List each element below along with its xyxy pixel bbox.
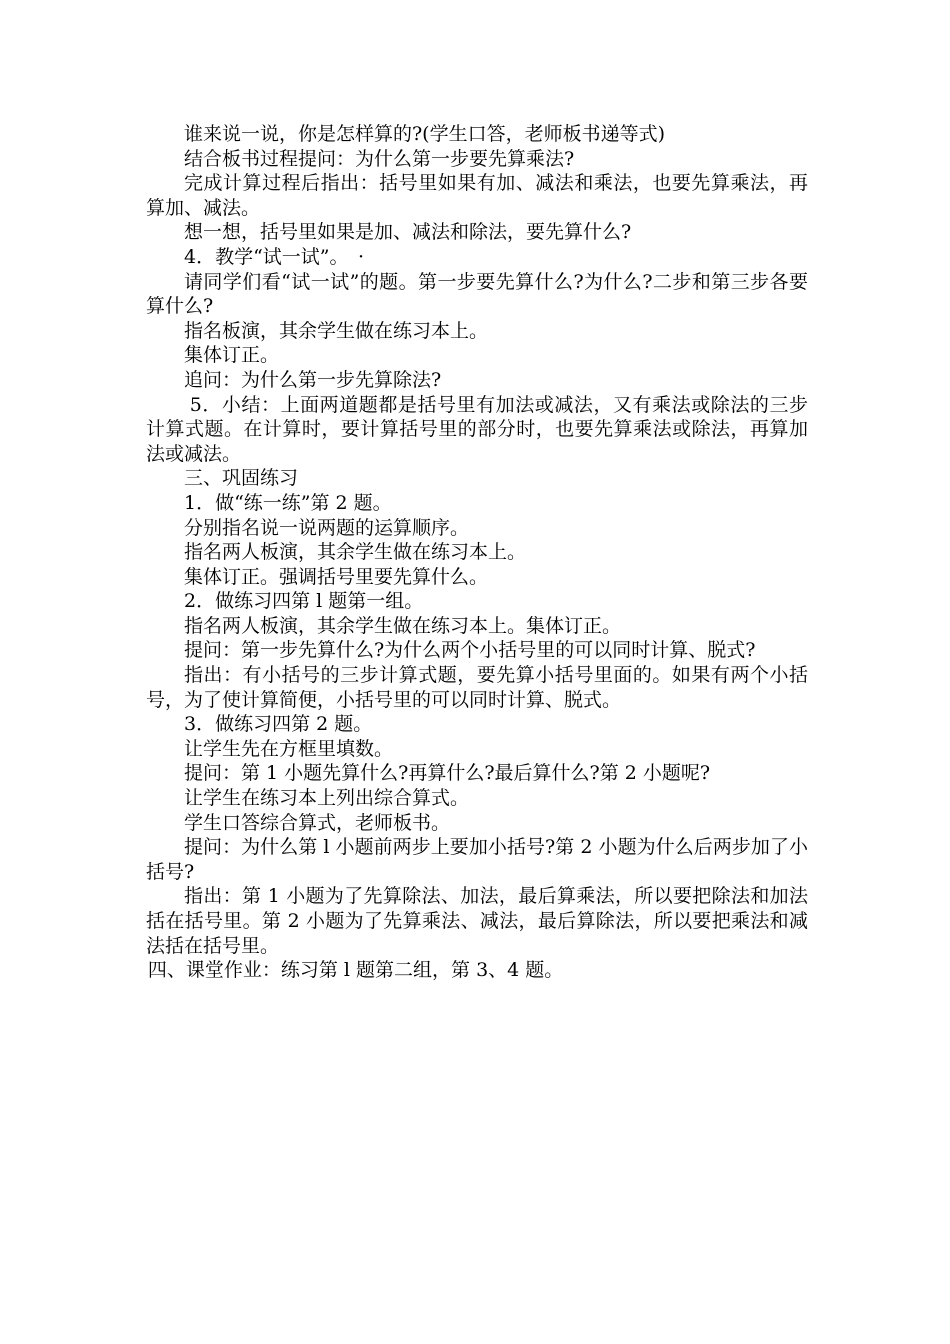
paragraph-18: 提问：第一步先算什么?为什么两个小括号里的可以同时计算、脱式? <box>184 639 756 662</box>
paragraph-20: 3．做练习四第 2 题。 <box>184 713 373 736</box>
paragraph-7: 指名板演，其余学生做在练习本上。 <box>184 319 489 342</box>
paragraph-17: 指名两人板演，其余学生做在练习本上。集体订正。 <box>184 614 622 637</box>
paragraph-13: 分别指名说一说两题的运算顺序。 <box>184 516 470 539</box>
paragraph-6: 请同学们看“试一试”的题。第一步要先算什么?为什么?二步和第三步各要算什么? <box>146 270 808 318</box>
paragraph-15: 集体订正。强调括号里要先算什么。 <box>184 565 489 588</box>
paragraph-23: 让学生在练习本上列出综合算式。 <box>184 787 470 810</box>
paragraph-25: 提问：为什么第 l 小题前两步上要加小括号?第 2 小题为什么后两步加了小括号? <box>146 836 808 883</box>
paragraph-9: 追问：为什么第一步先算除法? <box>184 368 442 391</box>
paragraph-1: 谁来说一说，你是怎样算的?(学生口答，老师板书递等式) <box>184 123 666 145</box>
paragraph-14: 指名两人板演，其余学生做在练习本上。 <box>184 541 527 564</box>
paragraph-10: 5．小结：上面两道题都是括号里有加法或减法，又有乘法或除法的三步计算式题。在计算时，要计算括号里的部分时，也要先算乘法或除法，再算加法或减法。 <box>146 393 808 465</box>
paragraph-21: 让学生先在方框里填数。 <box>184 737 394 760</box>
paragraph-26: 指出：第 1 小题为了先算除法、加法，最后算乘法，所以要把除法和加法括在括号里。第 2 小题为了先算乘法、减法，最后算除法，所以要把乘法和减法括在括号里。 <box>146 885 808 957</box>
document-body <box>146 122 808 983</box>
section-heading-3: 三、巩固练习 <box>184 467 299 490</box>
paragraph-24: 学生口答综合算式，老师板书。 <box>184 811 451 834</box>
paragraph-19: 指出：有小括号的三步计算式题，要先算小括号里面的。如果有两个小括号，为了使计算简便，小括号里的可以同时计算、脱式。 <box>146 664 808 711</box>
paragraph-5: 4．教学“试一试”。 · <box>184 245 365 268</box>
paragraph-8: 集体订正。 <box>184 344 280 367</box>
paragraph-4: 想一想，括号里如果是加、减法和除法，要先算什么? <box>184 221 632 244</box>
section-heading-4: 四、课堂作业：练习第 l 题第二组，第 3、4 题。 <box>147 959 564 982</box>
paragraph-16: 2．做练习四第 l 题第一组。 <box>184 590 424 613</box>
paragraph-22: 提问：第 1 小题先算什么?再算什么?最后算什么?第 2 小题呢? <box>184 762 711 785</box>
paragraph-12: 1．做“练一练”第 2 题。 <box>184 491 392 514</box>
paragraph-3: 完成计算过程后指出：括号里如果有加、减法和乘法，也要先算乘法，再算加、减法。 <box>146 172 808 219</box>
paragraph-2: 结合板书过程提问：为什么第一步要先算乘法? <box>184 147 575 170</box>
